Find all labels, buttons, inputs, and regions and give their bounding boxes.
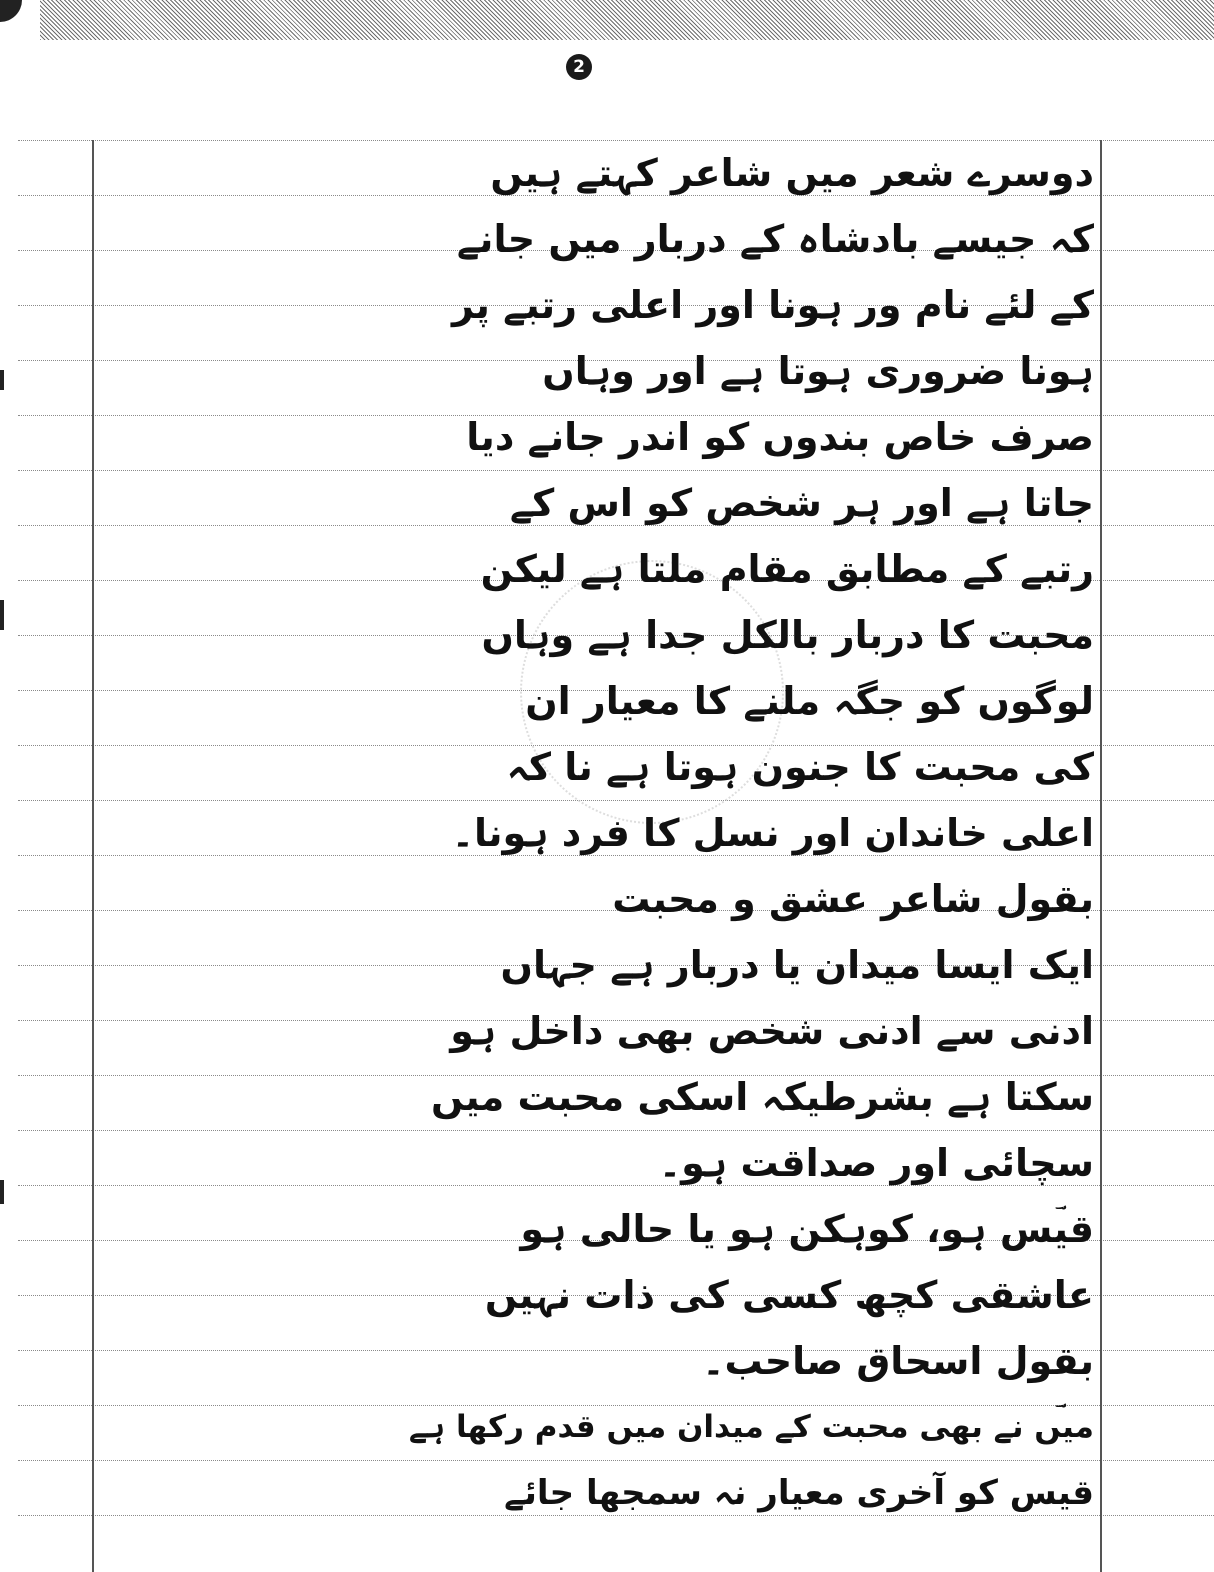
text-line: کے لئے نام ور ہونا اور اعلی رتبے پر — [451, 283, 1094, 327]
text-line: لوگوں کو جگہ ملنے کا معیار ان — [525, 679, 1094, 723]
verse-mark — [1020, 1204, 1090, 1244]
text-line: قیس کو آخری معیار نہ سمجھا جائے — [504, 1473, 1094, 1513]
text-line: محبت کا دربار بالکل جدا ہے وہاں — [481, 613, 1094, 657]
text-line: صرف خاص بندوں کو اندر جانے دیا — [466, 415, 1094, 459]
scan-corner-mark — [0, 0, 22, 22]
verse-mark — [1020, 1402, 1090, 1442]
text-line: ایک ایسا میدان یا دربار ہے جہاں — [500, 943, 1094, 987]
text-line: رتبے کے مطابق مقام ملتا ہے لیکن — [480, 547, 1094, 591]
right-margin-line — [1100, 140, 1102, 1572]
scan-edge-mark — [0, 1180, 4, 1204]
text-line: سچائی اور صداقت ہو۔ — [658, 1141, 1094, 1185]
text-line: سکتا ہے بشرطیکہ اسکی محبت میں — [431, 1075, 1094, 1119]
text-line: کہ جیسے بادشاہ کے دربار میں جانے — [456, 217, 1094, 261]
ruled-line — [18, 1130, 1214, 1131]
scan-edge-mark — [0, 370, 4, 390]
text-line: کی محبت کا جنون ہوتا ہے نا کہ — [506, 745, 1094, 789]
text-line: جاتا ہے اور ہر شخص کو اس کے — [509, 481, 1094, 525]
text-line: دوسرے شعر میں شاعر کہتے ہیں — [490, 151, 1094, 195]
left-margin-line — [92, 140, 94, 1572]
scan-edge-mark — [0, 600, 4, 630]
page-number-badge: 2 — [566, 54, 592, 80]
ruled-line — [18, 1460, 1214, 1461]
text-line: بقول اسحاق صاحب۔ — [702, 1339, 1094, 1383]
text-line: بقول شاعر عشق و محبت — [612, 877, 1094, 921]
text-line: قیس ہو، کوہکن ہو یا حالی ہو — [520, 1207, 1094, 1251]
text-line: عاشقی کچھ کسی کی ذات نہیں — [484, 1273, 1094, 1317]
ruled-line — [18, 470, 1214, 471]
text-line: اعلی خاندان اور نسل کا فرد ہونا۔ — [451, 811, 1094, 855]
ruled-line — [18, 140, 1214, 141]
text-line: ادنی سے ادنی شخص بھی داخل ہو — [450, 1009, 1094, 1053]
scan-edge-band — [40, 0, 1214, 40]
text-line: ہونا ضروری ہوتا ہے اور وہاں — [542, 349, 1094, 393]
text-line: میں نے بھی محبت کے میدان میں قدم رکھا ہے — [408, 1409, 1094, 1445]
